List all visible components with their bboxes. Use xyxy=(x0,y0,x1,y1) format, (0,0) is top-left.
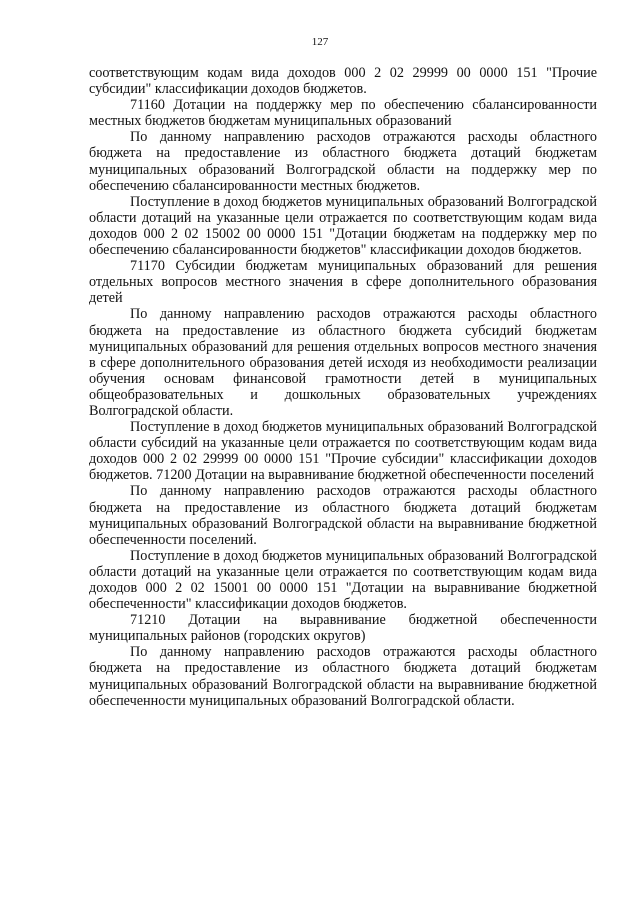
page-number: 127 xyxy=(311,36,329,48)
paragraph: По данному направлению расходов отражаются расходы областного бюджета на предоставление из областного бюджета субсидий бюджетам муниципальных образований для решения отдельных вопросов местного значения в сфере дополнительного образования детей исходя из необходимости реализации обучения основам финансовой грамотности детей в муниципальных общеобразовательных и дошкольных образовательных учреждениях Волгоградской области. xyxy=(89,306,597,419)
paragraph: По данному направлению расходов отражаются расходы областного бюджета на предоставление из областного бюджета дотаций бюджетам муниципальных образований Волгоградской области на выравнивание бюджетной обеспеченности поселений. xyxy=(89,483,597,548)
section-heading-71170: 71170 Субсидии бюджетам муниципальных образований для решения отдельных вопросов местного значения в сфере дополнительного образования детей xyxy=(89,258,597,307)
section-heading-71160: 71160 Дотации на поддержку мер по обеспечению сбалансированности местных бюджетов бюджетам муниципальных образований xyxy=(89,97,597,130)
paragraph: По данному направлению расходов отражаются расходы областного бюджета на предоставление из областного бюджета дотаций бюджетам муниципальных образований Волгоградской области на поддержку мер по обеспечению сбалансированности местных бюджетов. xyxy=(89,129,597,194)
document-body xyxy=(89,65,597,709)
paragraph: Поступление в доход бюджетов муниципальных образований Волгоградской области дотаций на указанные цели отражается по соответствующим кодам вида доходов 000 2 02 15001 00 0000 151 "Дотации на выравнивание бюджетной обеспеченности" классификации доходов бюджетов. xyxy=(89,547,597,613)
paragraph: Поступление в доход бюджетов муниципальных образований Волгоградской области дотаций на указанные цели отражается по соответствующим кодам вида доходов 000 2 02 15002 00 0000 151 "Дотации бюджетам на поддержку мер по обеспечению сбалансированности бюджетов" классификации доходов бюджетов. xyxy=(89,193,597,259)
paragraph: Поступление в доход бюджетов муниципальных образований Волгоградской области субсидий на указанные цели отражается по соответствующим кодам вида доходов 000 2 02 29999 00 0000 151 "Прочие субсидии" классификации доходов бюджетов. 71200 Дотации на выравнивание бюджетной обеспеченности поселений xyxy=(89,419,597,484)
paragraph: По данному направлению расходов отражаются расходы областного бюджета на предоставление из областного бюджета дотаций бюджетам муниципальных образований Волгоградской области на выравнивание бюджетной обеспеченности муниципальных образований Волгоградской области. xyxy=(89,644,597,709)
paragraph-continued: соответствующим кодам вида доходов 000 2 02 29999 00 0000 151 "Прочие субсидии" классификации доходов бюджетов. xyxy=(89,65,597,98)
section-heading-71210: 71210 Дотации на выравнивание бюджетной обеспеченности муниципальных районов (городских округов) xyxy=(89,612,597,645)
